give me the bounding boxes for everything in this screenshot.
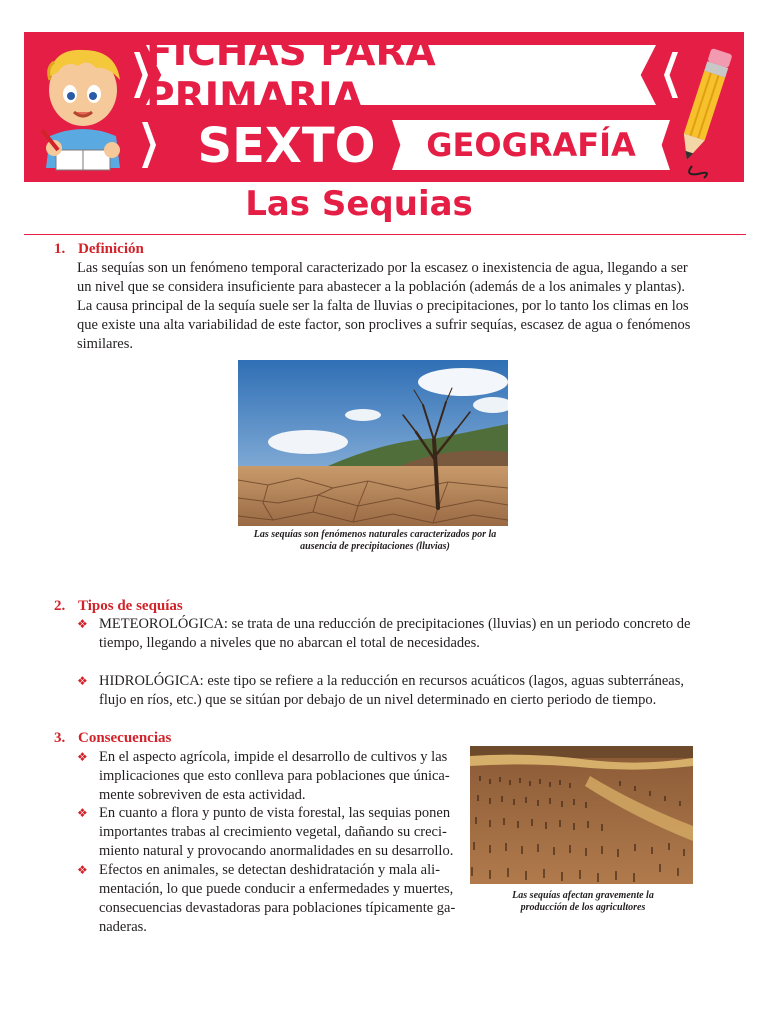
text-line: METEOROLÓGICA: se trata de una reducción de precipitaciones (lluvias) en un periodo concreto de — [99, 616, 691, 632]
caption-line: Las sequías son fenómenos naturales caracterizados por la — [253, 529, 497, 540]
diamond-bullet-icon: ❖ — [77, 617, 88, 631]
section-title: Consecuencias — [78, 730, 172, 746]
text-line: mente sobreviven de esta actividad. — [99, 787, 306, 803]
text-line: un nivel que se considera insuficiente para abastecer a la población (además de a los animales y plantas). — [77, 279, 685, 295]
diamond-bullet-icon: ❖ — [77, 674, 88, 688]
section-heading-tipos — [54, 598, 183, 615]
list-item — [77, 804, 461, 861]
text-line: En cuanto a flora y punto de vista forestal, las sequias ponen — [99, 805, 451, 821]
section-number: 3. — [54, 730, 66, 746]
caption-line: ausencia de precipitaciones (lluvias) — [300, 541, 450, 552]
text-line: consecuencias devastadoras para poblaciones típicamente ga- — [99, 900, 456, 916]
title-divider — [24, 234, 746, 235]
pencil-icon — [664, 40, 740, 180]
caption-line: producción de los agricultores — [520, 902, 646, 913]
text-line: miento natural y provocando anormalidades en su desarrollo. — [99, 843, 454, 859]
boy-reading-icon — [28, 38, 138, 178]
grade-label: SEXTO — [197, 118, 376, 174]
text-line: naderas. — [99, 919, 147, 935]
diamond-bullet-icon: ❖ — [77, 806, 88, 820]
section-title: Tipos de sequías — [78, 598, 183, 614]
image-caption — [492, 890, 674, 914]
text-line: que existe una alta variabilidad de este factor, son proclives a sufrir sequías, escasez de agua o fenómenos — [77, 317, 691, 333]
list-item — [77, 615, 699, 653]
text-line: Las sequías son un fenómeno temporal caracterizado por la escasez o inexistencia de agua, llegando a ser — [77, 260, 688, 276]
list-item — [77, 861, 461, 937]
diamond-bullet-icon: ❖ — [77, 750, 88, 764]
diamond-bullet-icon: ❖ — [77, 863, 88, 877]
subject-label: GEOGRAFÍA — [426, 126, 636, 164]
text-line: importantes trabas al crecimiento vegetal, dañando su creci- — [99, 824, 447, 840]
text-line: implicaciones que esto conlleva para poblaciones que única- — [99, 768, 450, 784]
text-line: HIDROLÓGICA: este tipo se refiere a la reducción en recursos acuáticos (lagos, aguas subterráneas, — [99, 673, 685, 689]
text-line: La causa principal de la sequía suele ser la falta de lluvias o precipitaciones, por lo tanto los climas en los — [77, 298, 689, 314]
site-title: FICHAS PARA PRIMARIA — [146, 30, 436, 120]
caption-line: Las sequías afectan gravemente la — [512, 890, 654, 901]
text-line: tiempo, llegando a niveles que no abarcan el total de necesidades. — [99, 635, 480, 651]
section-title: Definición — [78, 241, 144, 257]
page-title: Las Sequias — [245, 184, 473, 224]
section-number: 2. — [54, 598, 66, 614]
list-item — [77, 672, 699, 710]
list-item — [77, 748, 461, 805]
text-line: Efectos en animales, se detectan deshidratación y mala ali- — [99, 862, 441, 878]
dry-crops-photo — [470, 746, 693, 884]
definition-paragraph — [77, 259, 697, 354]
text-line: similares. — [77, 336, 133, 352]
section-number: 1. — [54, 241, 66, 257]
text-line: mentación, lo que puede conducir a enfermedades y muertes, — [99, 881, 454, 897]
header-banner — [24, 32, 744, 182]
drought-tree-photo — [238, 360, 508, 526]
text-line: En el aspecto agrícola, impide el desarrollo de cultivos y las — [99, 749, 448, 765]
section-heading-definicion — [54, 241, 144, 258]
text-line: flujo en ríos, etc.) que se sitúan por debajo de un nivel determinado en cierto periodo de tiempo. — [99, 692, 657, 708]
image-caption — [238, 529, 512, 553]
section-heading-consecuencias — [54, 730, 171, 747]
chevron-left-icon — [142, 122, 156, 168]
